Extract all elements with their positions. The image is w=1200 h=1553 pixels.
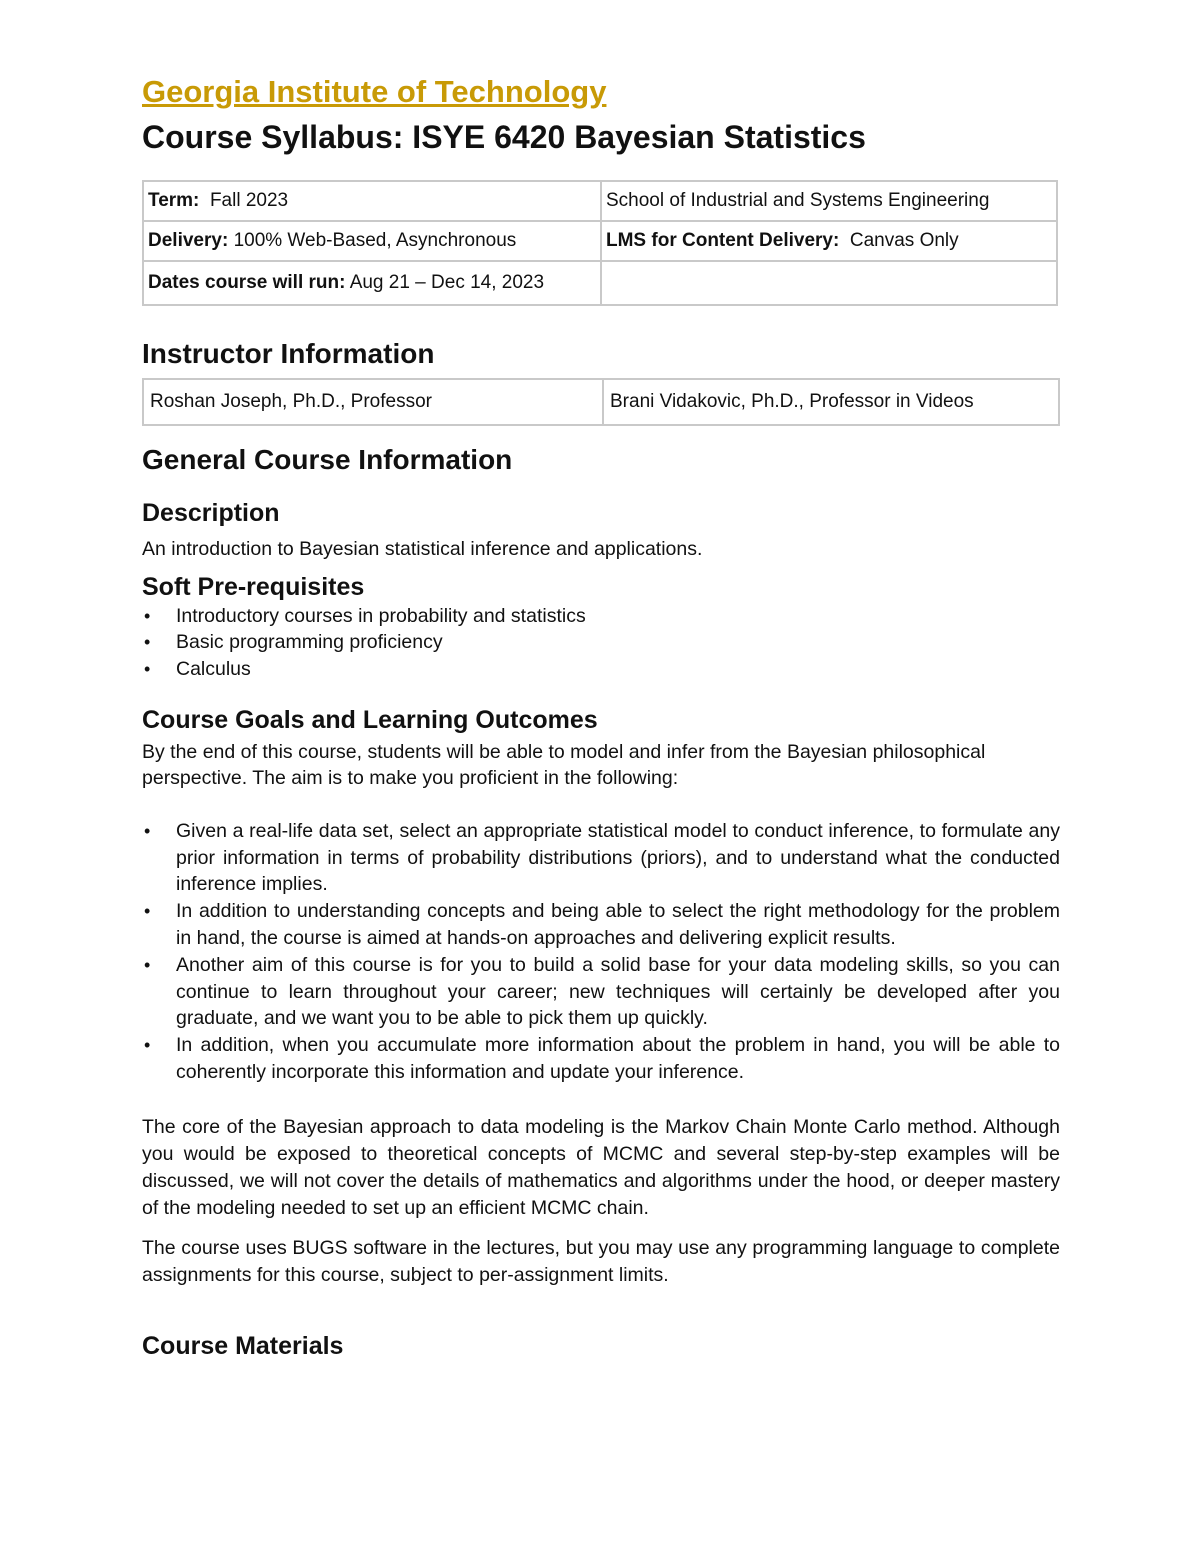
bullet-icon: • (144, 605, 151, 626)
description-text: An introduction to Bayesian statistical inference and applications. (142, 538, 703, 560)
syllabus-page (142, 70, 1060, 1363)
instructor-table (142, 378, 1060, 426)
school-name: School of Industrial and Systems Engineering (606, 190, 990, 211)
dates-cell (143, 261, 601, 305)
description-heading: Description (142, 499, 280, 527)
delivery-cell (143, 221, 601, 261)
lms-value: Canvas Only (849, 230, 959, 251)
goals-heading: Course Goals and Learning Outcomes (142, 705, 598, 734)
dates-value: Aug 21 – Dec 14, 2023 (349, 272, 545, 293)
general-heading: General Course Information (142, 444, 513, 475)
instructor-1: Roshan Joseph, Ph.D., Professor (150, 391, 432, 412)
prereq-list (142, 603, 1060, 683)
list-item (142, 818, 1060, 898)
goals-intro: By the end of this course, students will be able to model and infer from the Bayesian philosophical perspective. The aim is to make you proficient in the following: (142, 740, 986, 790)
goals-list (142, 818, 1060, 1086)
table-row (143, 181, 1057, 221)
bullet-icon: • (144, 820, 151, 841)
bullet-icon: • (144, 659, 151, 680)
prereq-heading: Soft Pre-requisites (142, 572, 365, 601)
bullet-icon: • (144, 954, 151, 975)
delivery-label: Delivery: (148, 230, 229, 251)
materials-heading: Course Materials (142, 1331, 344, 1360)
lms-label: LMS for Content Delivery: (606, 230, 840, 251)
course-info-table (142, 180, 1058, 306)
list-item (142, 1032, 1060, 1086)
instructor-2-cell (603, 379, 1059, 425)
goal-text: In addition to understanding concepts and being able to select the right methodology for the problem in hand, the course is aimed at hands-on approaches and delivering explicit results. (176, 900, 1060, 950)
org-link[interactable]: Georgia Institute of Technology (142, 74, 607, 109)
bullet-icon: • (144, 632, 151, 653)
list-item (142, 898, 1060, 952)
bullet-icon: • (144, 901, 151, 922)
goal-text: Given a real-life data set, select an appropriate statistical model to conduct inference, to formulate any prior information in terms of probability distributions (priors), and to understand what the conducted inference implies. (176, 819, 1060, 896)
term-value: Fall 2023 (209, 190, 289, 211)
delivery-value: 100% Web-Based, Asynchronous (233, 230, 517, 251)
term-cell (143, 181, 601, 221)
mcmc-paragraph: The core of the Bayesian approach to data modeling is the Markov Chain Monte Carlo method. Although you would be exposed to theoretical concepts of MCMC and several step-by-step examples will be discussed, we will not cover the details of mathematics and algorithms under the hood, or deeper mastery of the modeling needed to set up an efficient MCMC chain. (142, 1115, 1060, 1219)
page-title: Course Syllabus: ISYE 6420 Bayesian Statistics (142, 119, 866, 155)
term-label: Term: (148, 190, 200, 211)
list-item (142, 656, 1060, 683)
instructor-2: Brani Vidakovic, Ph.D., Professor in Videos (610, 391, 974, 412)
prereq-text: Calculus (176, 658, 251, 681)
bullet-icon: • (144, 1035, 151, 1056)
list-item (142, 603, 1060, 630)
dates-label: Dates course will run: (148, 272, 346, 293)
instructor-heading: Instructor Information (142, 338, 435, 369)
table-row (143, 261, 1057, 305)
list-item (142, 952, 1060, 1032)
instructor-1-cell (143, 379, 603, 425)
table-row (143, 379, 1059, 425)
bugs-paragraph: The course uses BUGS software in the lectures, but you may use any programming language to complete assignments for this course, subject to per-assignment limits. (142, 1236, 1060, 1286)
lms-cell (601, 221, 1057, 261)
prereq-text: Introductory courses in probability and statistics (176, 604, 586, 627)
table-row (143, 221, 1057, 261)
empty-cell (601, 261, 1057, 305)
list-item (142, 629, 1060, 656)
prereq-text: Basic programming proficiency (176, 631, 443, 654)
goal-text: In addition, when you accumulate more information about the problem in hand, you will be able to coherently incorporate this information and update your inference. (176, 1034, 1060, 1084)
school-cell (601, 181, 1057, 221)
goal-text: Another aim of this course is for you to build a solid base for your data modeling skills, so you can continue to learn throughout your career; new techniques will certainly be developed after you graduate, and we want you to be able to pick them up quickly. (176, 953, 1060, 1030)
